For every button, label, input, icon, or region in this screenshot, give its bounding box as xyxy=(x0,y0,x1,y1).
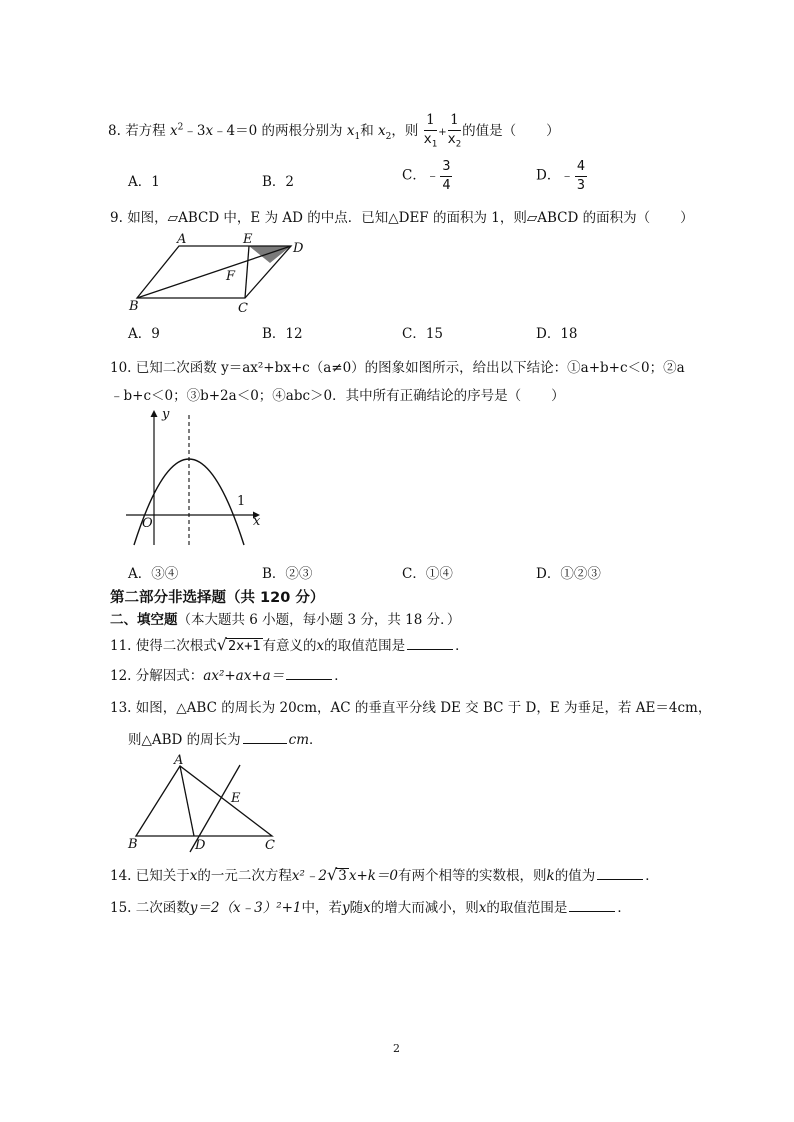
q13-triangle-figure xyxy=(122,752,292,854)
fill-section-heading xyxy=(110,608,460,628)
q8-fraction-2: $\frac{1}{x_2}$ xyxy=(447,112,462,150)
radical-sign-icon: √ xyxy=(216,635,227,654)
q9-option-b[interactable]: B．12 xyxy=(262,326,303,342)
q8-eq-tail: ﹣4＝0 的两根分别为 xyxy=(213,123,343,140)
q8-number: 8. xyxy=(108,123,121,140)
q11-text: 使得二次根式 xyxy=(135,638,217,654)
question-8 xyxy=(108,114,560,149)
q12-expr: ax²+ax+a＝ xyxy=(203,668,285,684)
q15-eq: y＝2（x﹣3）²+1 xyxy=(189,900,302,916)
label-a: A xyxy=(177,232,187,247)
q12-number: 12. xyxy=(110,668,132,684)
q15-number: 15. xyxy=(110,900,132,916)
label-b: B xyxy=(129,299,139,314)
label-c: C xyxy=(238,301,248,316)
q10-option-d[interactable]: D．①②③ xyxy=(536,566,601,582)
label-e: E xyxy=(231,791,241,806)
radical-sign-icon: √ xyxy=(327,865,338,884)
q13-number: 13. xyxy=(110,700,132,716)
q8-close: ） xyxy=(546,123,560,140)
q8-tail: 的值是（ xyxy=(462,123,517,140)
page-number: 2 xyxy=(393,1042,400,1055)
y-axis-arrow-icon xyxy=(151,410,158,417)
q8-root2-sub: 2 xyxy=(385,131,392,142)
q8-root1-sub: 1 xyxy=(354,131,361,142)
q12-answer-blank[interactable] xyxy=(286,677,332,680)
fill-note: （本大题共 6 小题，每小题 3 分，共 18 分．） xyxy=(177,612,461,628)
label-d: D xyxy=(293,241,304,256)
q8-root1: x xyxy=(346,123,355,140)
q10-option-b[interactable]: B．②③ xyxy=(262,566,313,582)
q8-plus: + xyxy=(438,127,447,139)
segment-ad xyxy=(180,766,194,836)
q9-number: 9. xyxy=(110,210,123,226)
q9-text: 如图，▱ABCD 中，E 为 AD 的中点．已知△DEF 的面积为 1，则▱ABCD 的面积为（ xyxy=(127,210,651,226)
q11-radicand: 2x+1 xyxy=(227,638,261,654)
q14-eq: x²﹣2 xyxy=(291,868,328,884)
label-d: D xyxy=(195,838,206,853)
q8-exp: 2 xyxy=(177,122,184,133)
q8-option-c[interactable]: C．﹣ $\frac{3}{4}$ xyxy=(402,158,451,193)
q8-and: 和 xyxy=(360,123,374,140)
label-a: A xyxy=(174,753,184,768)
label-y: y xyxy=(162,407,170,422)
q8-var: x xyxy=(169,123,178,140)
label-e: E xyxy=(243,232,253,247)
q9-parallelogram-figure xyxy=(125,230,325,320)
question-14: 14. 已知关于x的一元二次方程x²﹣2√3 x+k＝0有两个相等的实数根，则k的值为 ． xyxy=(110,865,659,884)
question-9 xyxy=(110,206,694,226)
q10-line2: ﹣b+c＜0；③b+2a＜0；④abc＞0．其中所有正确结论的序号是（ ） xyxy=(110,388,565,404)
question-15: 15. 二次函数y＝2（x﹣3）²+1中，若y随x的增大而减小，则x的取值范围是 ． xyxy=(110,900,631,916)
q10-parabola-figure xyxy=(122,405,272,550)
q11-answer-blank[interactable] xyxy=(407,647,453,650)
q13-line2: 则△ABD 的周长为 cm． xyxy=(128,732,323,748)
label-c: C xyxy=(265,838,275,853)
q10-number: 10. xyxy=(110,360,132,376)
question-10 xyxy=(110,356,685,376)
q10-option-c[interactable]: C．①④ xyxy=(402,566,453,582)
segment-ec xyxy=(245,246,249,298)
q8-eq: ﹣3 xyxy=(183,123,206,140)
label-origin: O xyxy=(142,516,153,531)
q9-option-a[interactable]: A．9 xyxy=(128,326,160,342)
label-f: F xyxy=(226,269,236,284)
q14-number: 14. xyxy=(110,868,132,884)
label-one: 1 xyxy=(237,494,246,509)
triangle-abc xyxy=(136,766,272,836)
q8-option-b[interactable]: B．2 xyxy=(262,174,295,190)
q8-fraction-1: $\frac{1}{x_1}$ xyxy=(423,112,438,150)
question-13 xyxy=(110,696,711,716)
label-x: x xyxy=(253,514,261,529)
fill-title: 二、填空题 xyxy=(110,612,178,628)
q15-answer-blank[interactable] xyxy=(569,909,615,912)
q8-text: 若方程 xyxy=(125,123,166,140)
question-12: 12. 分解因式：ax²+ax+a＝ ． xyxy=(110,668,348,684)
q8-option-d[interactable]: D．﹣ $\frac{4}{3}$ xyxy=(536,158,585,193)
q10-line1: 已知二次函数 y＝ax²+bx+c（a≠0）的图象如图所示，给出以下结论：①a+b+c＜0；②a xyxy=(135,360,685,376)
q8-option-a[interactable]: A．1 xyxy=(128,174,160,190)
q9-close: ） xyxy=(680,210,694,226)
question-11: 11. 使得二次根式√2x+1 有意义的x的取值范围是 ． xyxy=(110,635,469,654)
q11-number: 11. xyxy=(110,638,132,654)
q13-line1: 如图，△ABC 的周长为 20cm，AC 的垂直平分线 DE 交 BC 于 D，E 为垂足，若 AE＝4cm， xyxy=(135,700,712,716)
q14-answer-blank[interactable] xyxy=(597,877,643,880)
q9-option-c[interactable]: C．15 xyxy=(402,326,444,342)
q8-then: ，则 xyxy=(391,123,419,140)
section-2-title: 第二部分非选择题（共 120 分） xyxy=(110,590,325,606)
label-b: B xyxy=(128,837,138,852)
q13-answer-blank[interactable] xyxy=(243,741,287,744)
q9-option-d[interactable]: D．18 xyxy=(536,326,578,342)
q8-root2: x xyxy=(378,123,386,140)
q12-text: 分解因式： xyxy=(135,668,204,684)
q8-var2: x xyxy=(205,123,214,140)
q10-option-a[interactable]: A．③④ xyxy=(128,566,179,582)
